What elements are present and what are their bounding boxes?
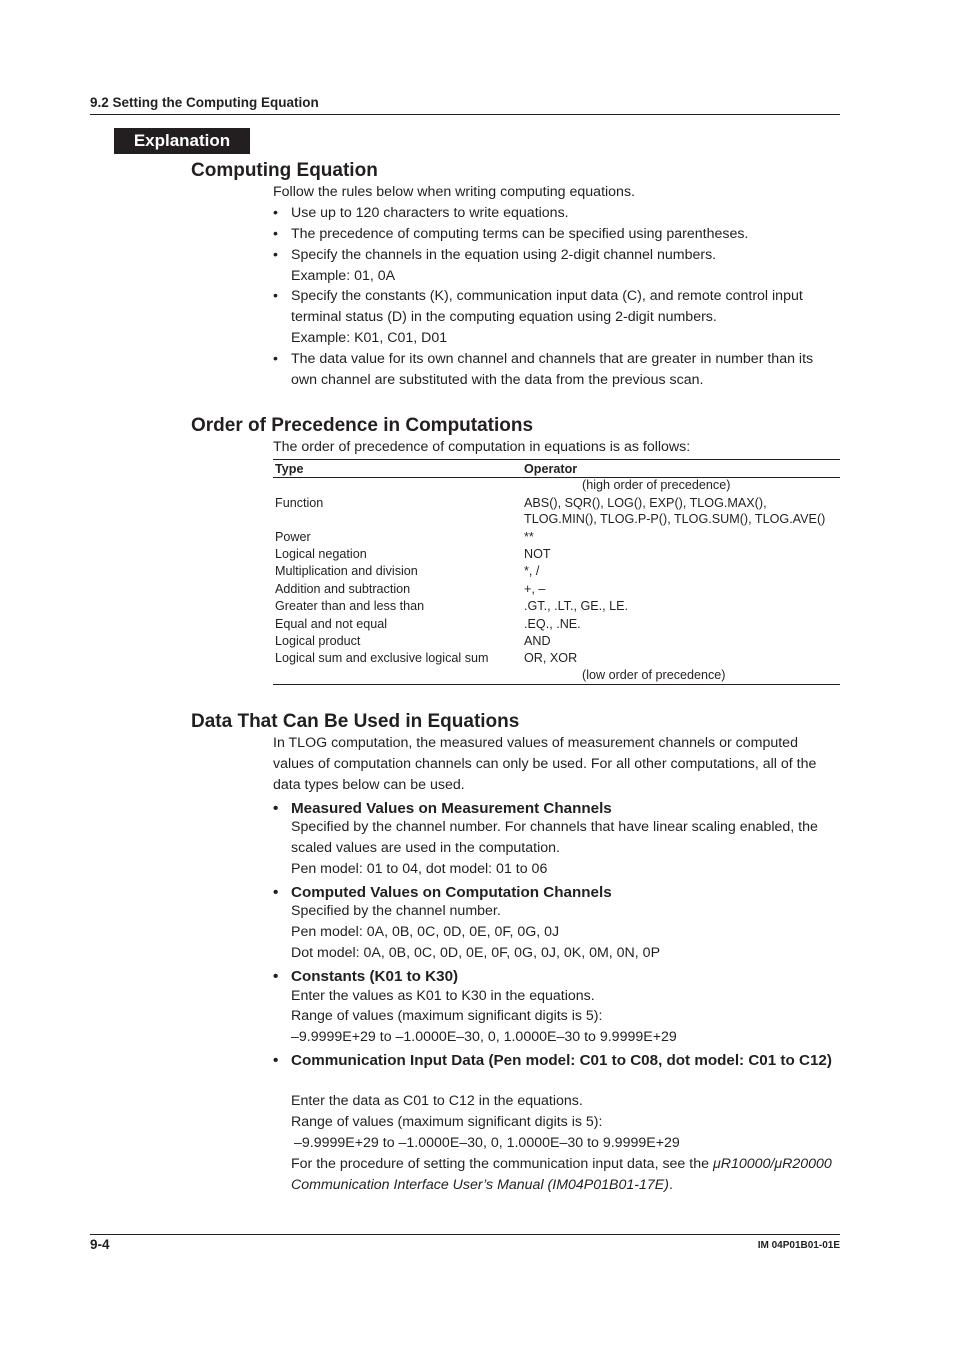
computed-values-dot: Dot model: 0A, 0B, 0C, 0D, 0E, 0F, 0G, 0J, 0K, 0M, 0N, 0P — [291, 945, 661, 961]
table-header-rule — [273, 477, 840, 478]
column-header-operator: Operator — [524, 462, 578, 476]
constants-range: –9.9999E+29 to –1.0000E–30, 0, 1.0000E–30 to 9.9999E+29 — [291, 1029, 677, 1045]
comm-input-desc: Enter the data as C01 to C12 in the equations. — [291, 1093, 583, 1109]
computing-equation-heading: Computing Equation — [191, 160, 378, 181]
bullet-icon: • — [273, 226, 278, 242]
data-used-intro: In TLOG computation, the measured values of measurement channels or computed values of computation channels can only be used. For all other computations, all of the data types below can be used. — [273, 735, 817, 793]
bullet-icon: • — [273, 884, 279, 901]
explanation-label: Explanation — [114, 128, 250, 154]
bullet-icon: • — [273, 205, 278, 221]
computing-equation-intro: Follow the rules below when writing computing equations. — [273, 184, 635, 200]
comm-input-reference: For the procedure of setting the communication input data, see the μR10000/μR20000 Communication Interface User’s Manual (IM04P01B01-17E). — [291, 1156, 832, 1193]
page-number: 9-4 — [90, 1237, 110, 1252]
list-item: • The data value for its own channel and channels that are greater in number than its own channel are substituted with the data from the previous scan. — [273, 351, 814, 388]
computed-values-desc: Specified by the channel number. — [291, 903, 501, 919]
high-precedence-note: (high order of precedence) — [582, 478, 731, 492]
header-rule — [90, 114, 840, 115]
comm-input-range: –9.9999E+29 to –1.0000E–30, 0, 1.0000E–30 to 9.9999E+29 — [294, 1135, 680, 1151]
column-header-type: Type — [275, 462, 304, 476]
bullet-icon: • — [273, 800, 279, 817]
list-item: • Specify the constants (K), communication input data (C), and remote control input terminal status (D) in the computing equation using 2-digit numbers. Example: K01, C01, D01 — [273, 286, 833, 349]
manual-reference: μR10000/μR20000 Communication Interface User’s Manual (IM04P01B01-17E) — [291, 1156, 832, 1193]
table-top-rule — [273, 459, 840, 460]
bullet-icon: • — [273, 968, 279, 985]
measured-values-desc: Specified by the channel number. For channels that have linear scaling enabled, the scaled values are used in the computation. — [291, 819, 818, 856]
example-text: Example: 01, 0A — [291, 268, 396, 284]
bullet-icon: • — [273, 288, 278, 304]
footer-rule — [90, 1234, 840, 1235]
document-id: IM 04P01B01-01E — [757, 1240, 840, 1251]
measured-values-heading: • Measured Values on Measurement Channels — [273, 800, 612, 817]
constants-range-label: Range of values (maximum significant digits is 5): — [291, 1008, 603, 1024]
constants-desc: Enter the values as K01 to K30 in the equations. — [291, 988, 595, 1004]
data-used-heading: Data That Can Be Used in Equations — [191, 711, 520, 732]
computed-values-pen: Pen model: 0A, 0B, 0C, 0D, 0E, 0F, 0G, 0J — [291, 924, 560, 940]
computed-values-heading: • Computed Values on Computation Channels — [273, 884, 612, 901]
bullet-icon: • — [273, 1052, 279, 1069]
constants-heading: • Constants (K01 to K30) — [273, 968, 459, 985]
list-item: • Use up to 120 characters to write equations. — [273, 203, 848, 224]
precedence-heading: Order of Precedence in Computations — [191, 415, 534, 436]
comm-input-range-label: Range of values (maximum significant digits is 5): — [291, 1114, 603, 1130]
measured-values-range: Pen model: 01 to 04, dot model: 01 to 06 — [291, 861, 548, 877]
bullet-icon: • — [273, 247, 278, 263]
list-item: • Specify the channels in the equation using 2-digit channel numbers. Example: 01, 0A — [273, 245, 848, 287]
comm-input-heading: • Communication Input Data (Pen model: C01 to C08, dot model: C01 to C12) — [273, 1052, 832, 1069]
example-text: Example: K01, C01, D01 — [291, 330, 448, 346]
table-bottom-rule — [273, 684, 840, 685]
section-header: 9.2 Setting the Computing Equation — [90, 95, 319, 110]
low-precedence-note: (low order of precedence) — [582, 668, 726, 682]
bullet-icon: • — [273, 351, 278, 367]
precedence-intro: The order of precedence of computation in equations is as follows: — [273, 439, 691, 455]
list-item: • The precedence of computing terms can be specified using parentheses. — [273, 224, 848, 245]
